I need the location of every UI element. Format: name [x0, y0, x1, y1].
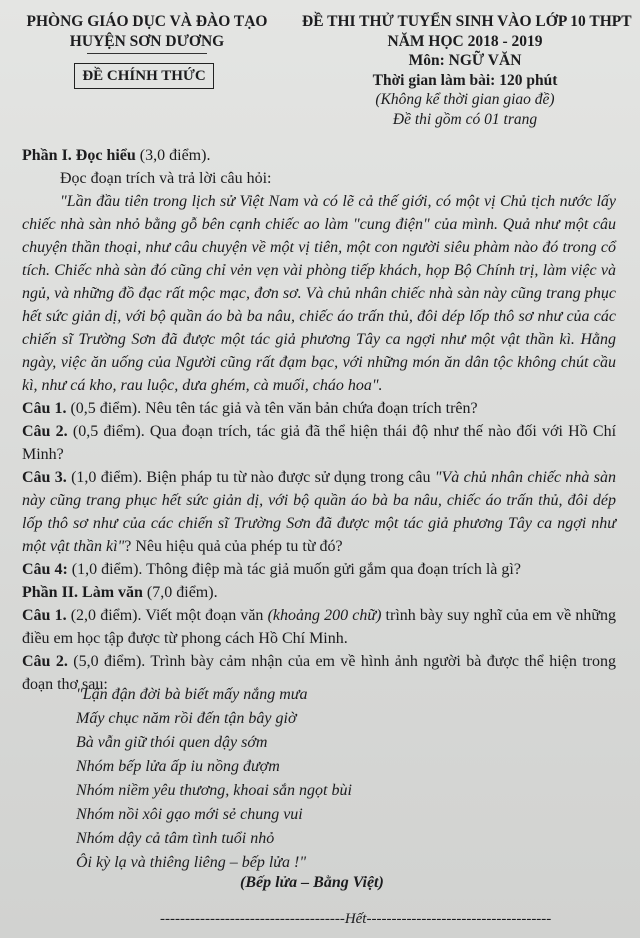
poem-line: Nhóm nồi xôi gạo mới sẻ chung vui: [76, 806, 303, 823]
exam-time-note: (Không kể thời gian giao đề): [375, 91, 555, 108]
question-2: [22, 420, 616, 466]
q1-text: (0,5 điểm). Nêu tên tác giả và tên văn bản chứa đoạn trích trên?: [66, 400, 478, 417]
p2-q1-label: Câu 1.: [22, 607, 67, 624]
source-title: Bếp lửa: [245, 874, 298, 891]
exam-content: [22, 144, 616, 696]
question-1: [22, 397, 616, 420]
district-name: HUYỆN SƠN DƯƠNG: [69, 33, 225, 50]
poem-excerpt: [76, 683, 576, 875]
q3-tail: ? Nêu hiệu quả của phép tu từ đó?: [124, 538, 343, 555]
page-count: Đề thi gồm có 01 trang: [392, 110, 538, 128]
poem-source: [240, 872, 500, 894]
question-4: [22, 558, 616, 581]
poem-line: Mấy chục năm rồi đến tận bây giờ: [76, 710, 297, 727]
q4-label: Câu 4:: [22, 561, 68, 578]
poem-line: Nhóm dậy cả tâm tình tuổi nhỏ: [76, 830, 275, 847]
header-underline: [87, 53, 207, 54]
part2-points: (7,0 điểm).: [142, 584, 218, 601]
p2-q2-text: (5,0 điểm). Trình bày cảm nhận của em về hình ảnh người bà được thể hiện trong đoạn thơ sau:: [22, 653, 617, 693]
reading-passage: "Lần đầu tiên trong lịch sử Việt Nam và có lẽ cả thế giới, có một vị Chủ tịch nước lấy chiếc nhà sàn nhỏ bằng gỗ bên cạnh chiếc ao làm "cung điện" của mình. Quả như một câu chuyện thần thoại, như câu chuyện về một vị tiên, một con người siêu phàm nào đó trong cổ tích. Chiếc nhà sàn đó cũng chỉ vẻn vẹn vài phòng tiếp khách, họp Bộ Chính trị, làm việc và ngủ, và những đồ đạc rất mộc mạc, đơn sơ. Và chủ nhân chiếc nhà sàn này cũng trang phục hết sức giản dị, với bộ quần áo bà ba nâu, chiếc áo trấn thủ, đôi dép lốp thô sơ như của các chiến sĩ Trường Sơn đã được một tác giả phương Tây ca ngợi như một vật thần kì. Hằng ngày, việc ăn uống của Người cũng rất đạm bạc, với những món ăn dân tộc không chút cầu kì, như cá kho, rau luộc, dưa ghém, cà muối, cháo hoa".: [22, 193, 616, 394]
q2-text: (0,5 điểm). Qua đoạn trích, tác giả đã thể hiện thái độ như thế nào đối với Hồ Chí Minh?: [22, 423, 617, 463]
header-right: [302, 12, 632, 129]
p2-q1-text-c: trình bày suy nghĩ của em về những điều em học tập được từ phong cách Hồ Chí Minh.: [22, 607, 616, 647]
header-left: [16, 12, 278, 54]
source-open: (: [240, 874, 246, 891]
part1-instruction: Đọc đoạn trích và trả lời câu hỏi:: [60, 170, 272, 187]
q2-label: Câu 2.: [22, 423, 68, 440]
q3-label: Câu 3.: [22, 469, 67, 486]
department-name: PHÒNG GIÁO DỤC VÀ ĐÀO TẠO: [26, 13, 268, 30]
q3-quote: "Và chủ nhân chiếc nhà sàn này cũng trang phục hết sức giản dị, với bộ quần áo bà ba nâu, chiếc áo trấn thủ, đôi dép lốp thô sơ như của các chiến sĩ Trường Sơn đã được một tác giả phương Tây ca ngợi như một vật thần kì": [22, 469, 616, 555]
p2-q2-label: Câu 2.: [22, 653, 68, 670]
poem-line: Bà vẫn giữ thói quen dậy sớm: [76, 734, 268, 751]
part2-heading: [22, 581, 616, 604]
poem-line: Nhóm bếp lửa ấp iu nồng đượm: [76, 758, 280, 775]
part1-heading: [22, 144, 616, 167]
poem-line: Ôi kỳ lạ và thiêng liêng – bếp lửa !": [76, 854, 307, 871]
poem-line: "Lận đận đời bà biết mấy nắng mưa: [76, 686, 308, 703]
source-author: – Bằng Việt): [297, 874, 384, 891]
p2-q1-word-limit: (khoảng 200 chữ): [267, 607, 382, 624]
school-year: NĂM HỌC 2018 - 2019: [387, 32, 543, 50]
part1-points: (3,0 điểm).: [135, 147, 211, 164]
exam-time: Thời gian làm bài: 120 phút: [372, 71, 558, 89]
part1-title: Phần I. Đọc hiểu: [22, 147, 136, 164]
subject: Môn: NGỮ VĂN: [408, 52, 522, 69]
q4-text: (1,0 điểm). Thông điệp mà tác giả muốn gửi gắm qua đoạn trích là gì?: [67, 561, 521, 578]
official-label-box: ĐỀ CHÍNH THỨC: [74, 63, 214, 89]
question-3: [22, 466, 616, 558]
q3-text: (1,0 điểm). Biện pháp tu từ nào được sử dụng trong câu: [66, 469, 435, 486]
end-marker: -------------------------------------Hết-------------------------------------: [160, 911, 552, 927]
q1-label: Câu 1.: [22, 400, 67, 417]
exam-title: ĐỀ THI THỬ TUYỂN SINH VÀO LỚP 10 THPT: [302, 13, 632, 30]
essay-question-1: [22, 604, 616, 650]
p2-q1-text-a: (2,0 điểm). Viết một đoạn văn: [66, 607, 268, 624]
part2-title: Phần II. Làm văn: [22, 584, 143, 601]
poem-line: Nhóm niềm yêu thương, khoai sắn ngọt bùi: [76, 782, 352, 799]
